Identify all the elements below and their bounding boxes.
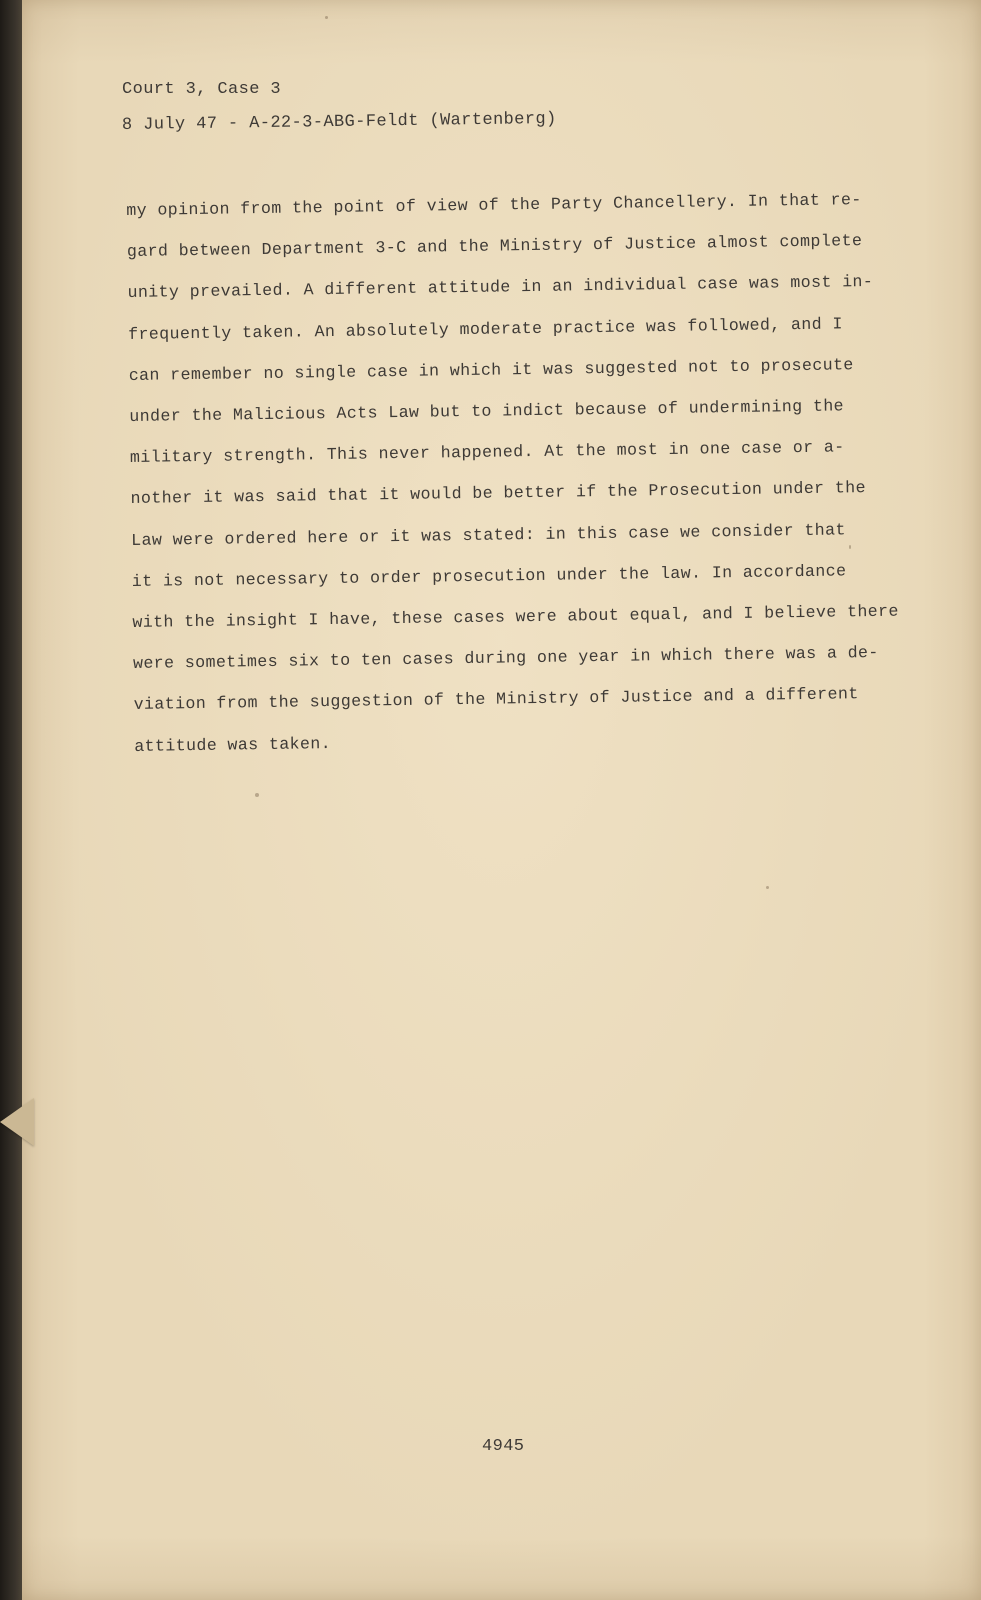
paper-speck — [325, 16, 328, 19]
text-line: unity prevailed. A different attitude in an individual case was most in- — [127, 272, 874, 303]
text-line: my opinion from the point of view of the Party Chancellery. In that re- — [126, 190, 862, 220]
paper-tab — [0, 1098, 34, 1146]
document-page — [22, 0, 981, 1600]
binding-edge — [0, 0, 22, 1600]
text-line: with the insight I have, these cases were about equal, and I believe there — [132, 601, 899, 632]
text-line: can remember no single case in which it was suggested not to prosecute — [128, 355, 854, 385]
text-line: frequently taken. An absolutely moderate practice was followed, and I — [127, 313, 843, 344]
session-reference: 8 July 47 - A-22-3-ABG-Feldt (Wartenberg) — [121, 109, 557, 135]
text-line: were sometimes six to ten cases during one year in which there was a de- — [132, 643, 879, 674]
paper-speck — [766, 886, 769, 889]
paper-speck — [255, 793, 259, 797]
text-line: viation from the suggestion of the Ministry of Justice and a different — [133, 684, 859, 715]
text-line: military strength. This never happened. At the most in one case or a- — [129, 437, 845, 468]
text-line: nother it was said that it would be better if the Prosecution under the — [130, 478, 867, 509]
text-line: it is not necessary to order prosecution under the law. In accordance — [131, 561, 847, 591]
testimony-body — [126, 179, 899, 767]
text-line: gard between Department 3-C and the Ministry of Justice almost complete — [126, 231, 863, 262]
text-line: Law were ordered here or it was stated: in this case we consider that — [131, 519, 846, 550]
text-line: attitude was taken. — [134, 733, 332, 756]
court-case-heading: Court 3, Case 3 — [122, 80, 282, 99]
text-line: under the Malicious Acts Law but to indict because of undermining the — [129, 396, 845, 426]
page-number: 4945 — [482, 1437, 525, 1456]
